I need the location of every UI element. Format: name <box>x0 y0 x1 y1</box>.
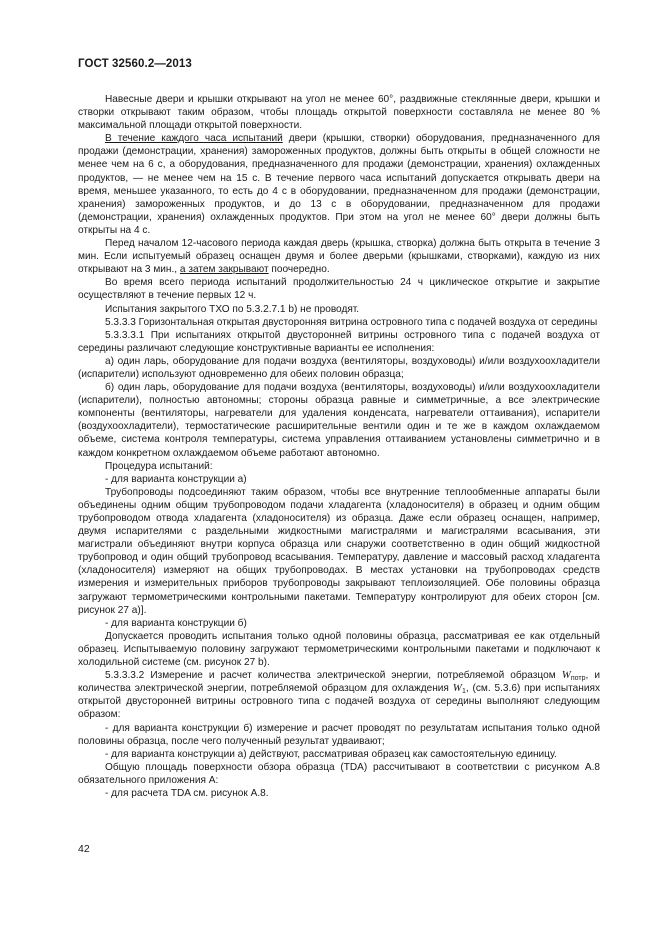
list-item: б) один ларь, оборудование для подачи воздуха (вентиляторы, воздуховоды) и/или воздухоохладители (испарители), полностью автономны; стороны образца равные и симметричные, а все электрические компоненты (вентиляторы, нагреватели для удаления конденсата, нагреватели оттаивания), испарители (воздухоохладители), термостатические расширительные вентили один и те же в каждом охлаждаемом объеме, система контроля температуры, система управления оттаиванием установлены симметрично и в каждом конкретном охлаждаемом объеме работают автономно. <box>78 382 600 459</box>
list-item: - для расчета TDA см. рисунок А.8. <box>105 787 269 799</box>
paragraph: Во время всего периода испытаний продолжительностью 24 ч циклическое открытие и закрытие осуществляют в течение первых 12 ч. <box>78 277 600 302</box>
subscript: потр <box>570 675 586 683</box>
paragraph: Трубопроводы подсоединяют таким образом, чтобы все внутренние теплообменные аппараты были объединены одним общим трубопроводом подачи хладагента (хладоносителя) в образец и одним общим трубопроводом отвода хладагента (хладоносителя) из образца. Даже если образец оснащен, например, двумя испарителями с раздельными жидкостными магистралями и магистралями всасывания, эти магистрали объединяют внутри корпуса образца или снаружи соответственно в один общий жидкостной трубопровод и один общий трубопровод всасывания. Температуру, давление и массовый расход хладагента (хладоносителя) измеряют на общих трубопроводах. В местах установки на трубопроводах средств измерения и измерительных приборов трубопроводы закрывают теплоизоляцией. Обе половины образца загружают термометрическими контрольными пакетами. Температуру контролируют для обеих сторон [см. рисунок 27 а)]. <box>78 486 600 616</box>
paragraph-text: , (см. 5.3.6) при испытаниях открытой двусторонней витрины островного типа с подачей воздуха от середины выполняют следующим образом: <box>78 683 600 721</box>
subscript: 1 <box>461 688 466 696</box>
variable-w: W <box>561 669 571 682</box>
paragraph <box>78 132 600 237</box>
list-item: - для варианта конструкции а) <box>105 473 247 485</box>
paragraph-text: , и количества электрической энергии, потребляемой образцом для охлаждения <box>78 670 600 695</box>
list-item: - для варианта конструкции б) измерение и расчет проводят по результатам испытания только одной половины образца, после чего полученный результат удваивают; <box>78 722 600 747</box>
paragraph: Навесные двери и крышки открывают на угол не менее 60°, раздвижные стеклянные двери, крышки и створки открывают таким образом, чтобы площадь открытой поверхности составляла не менее 80 % максимальной площади открытой поверхности. <box>78 94 600 132</box>
paragraph-text: двери (крышки, створки) оборудования, предназначенного для продажи (демонстрации, хранения) замороженных продуктов, должны быть открыты в общей сложности не менее чем на 6 с, а оборудования, предназначенного для продажи (демонстрации, хранения) охлажденных продуктов, — не менее чем на 15 с. В течение первого часа испытаний допускается открывать двери на время, меньшее указанного, то есть до 4 с в оборудовании, предназначенном для продажи (демонстрации, хранения) замороженных продуктов, и до 13 с в оборудовании, предназначенном для продажи (демонстрации, хранения) охлажденных продуктов. При этом на угол не менее 60° двери должны быть открыты на 4 с. <box>78 133 601 236</box>
paragraph <box>78 237 600 276</box>
document-header: ГОСТ 32560.2—2013 <box>78 58 192 70</box>
page-number: 42 <box>78 843 90 855</box>
paragraph-text: поочередно. <box>268 264 330 276</box>
underlined-text: а затем закрывают <box>179 264 269 276</box>
paragraph: 5.3.3.3.1 При испытаниях открытой двусторонней витрины островного типа с подачей воздуха от середины различают следующие конструктивные варианты ее исполнения: <box>78 329 600 354</box>
paragraph: Общую площадь поверхности обзора образца (TDA) рассчитывают в соответствии с рисунком А.8 обязательного приложения А: <box>78 761 600 786</box>
variable-w: W <box>452 682 462 695</box>
paragraph <box>78 669 600 721</box>
list-item: - для варианта конструкции а) действуют, рассматривая образец как самостоятельную единицу. <box>105 748 557 760</box>
paragraph-text: 5.3.3.3.2 Измерение и расчет количества электрической энергии, потребляемой образцом <box>105 670 562 682</box>
paragraph: Допускается проводить испытания только одной половины образца, рассматривая ее как отдельный образец. Испытываемую половину загружают термометрическими контрольными пакетами и подключают к холодильной системе (см. рисунок 27 b). <box>78 630 600 669</box>
paragraph: Испытания закрытого ТХО по 5.3.2.7.1 b) не проводят. <box>105 303 360 315</box>
section-heading: 5.3.3.3 Горизонтальная открытая двусторонняя витрина островного типа с подачей воздуха от середины <box>105 316 598 328</box>
paragraph: Процедура испытаний: <box>105 460 213 472</box>
document-body <box>78 93 600 800</box>
list-item: а) один ларь, оборудование для подачи воздуха (вентиляторы, воздуховоды) и/или воздухоохладители (испарители) используют одновременно для обеих половин образца; <box>78 355 600 380</box>
paragraph-text: Перед началом 12-часового периода каждая дверь (крышка, створка) должна быть открыта в течение 3 мин. Если испытуемый образец оснащен двумя и более дверьми (крышками, створками), каждую из них открывают на 3 мин., <box>78 238 600 276</box>
underlined-text: В течение каждого часа испытаний <box>105 133 283 145</box>
list-item: - для варианта конструкции б) <box>105 617 247 629</box>
